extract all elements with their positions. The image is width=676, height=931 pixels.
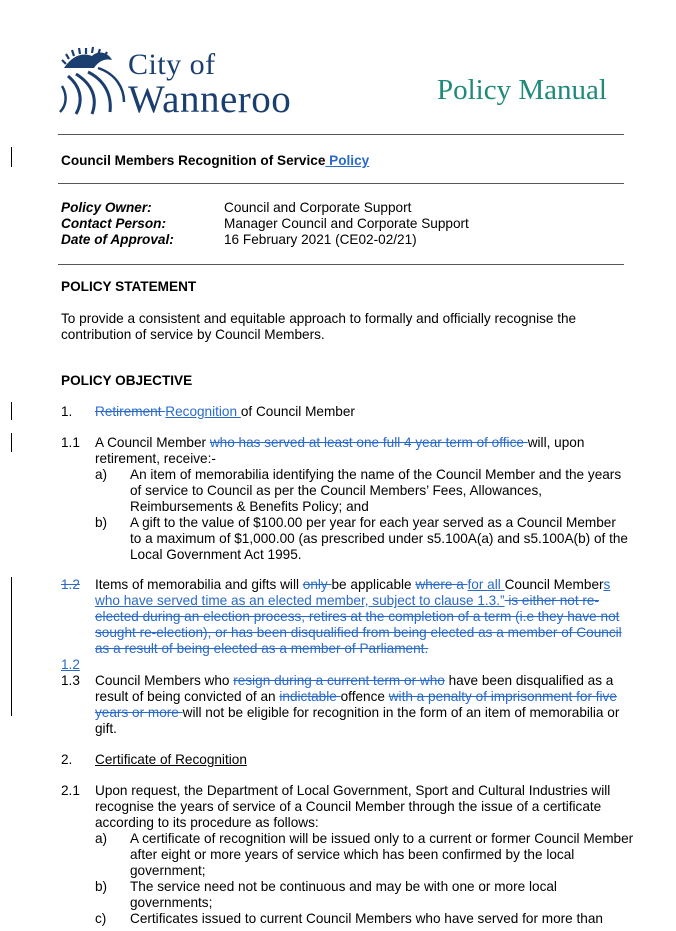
item-text: Local Government Act 1995. <box>130 547 302 562</box>
document-title <box>61 153 369 169</box>
deleted-text: only <box>302 577 332 592</box>
item-text: Reimbursements & Benefits Policy; and <box>130 499 369 514</box>
clause-text: will not be eligible for recognition in the form of an item of memorabilia or <box>182 705 620 720</box>
inserted-text: s <box>603 577 611 592</box>
clause-1-3-line <box>95 673 613 689</box>
clause-number: 2.1 <box>61 783 80 798</box>
item-label: a) <box>95 467 108 482</box>
deleted-text: elected during an election process, retires at the completion of a term (i.e they have not <box>95 609 620 624</box>
city-of-wanneroo-logo <box>58 46 318 121</box>
deleted-text: with a penalty of imprisonment for five <box>388 689 617 704</box>
inserted-text: for all <box>467 577 505 592</box>
item-text: The service need not be continuous and may be with one or more local <box>130 879 557 894</box>
deleted-text: indictable <box>279 689 341 704</box>
clause-1-2-line <box>95 593 599 609</box>
inserted-text: who have served time as an elected member, subject to clause 1.3.” <box>95 593 505 608</box>
clause-number: 1.3 <box>61 673 80 688</box>
inserted-clause-number: 1.2 <box>61 657 80 672</box>
deleted-text: where a <box>415 577 468 592</box>
clause-text: A Council Member <box>95 435 210 450</box>
objective-heading: POLICY OBJECTIVE <box>61 373 193 388</box>
clause-1-2-line <box>95 577 610 593</box>
clause-text: have been disqualified as a <box>444 673 614 688</box>
change-bar <box>11 433 12 452</box>
clause-text: Council Members who <box>95 673 234 688</box>
section-1-heading <box>95 404 355 420</box>
contact-label: Contact Person: <box>61 216 166 231</box>
statement-text: contribution of service by Council Members. <box>61 327 325 342</box>
item-text: after eight or more years of service which has been confirmed by the local <box>130 847 575 862</box>
clause-text: recognise the years of service of a Council Member through the issue of a certificate <box>95 799 602 814</box>
deleted-text: sought re-election), or has been disqualified from being elected as a member of Council <box>95 625 622 640</box>
item-text: government; <box>130 863 206 878</box>
deleted-text: Retirement <box>95 404 166 419</box>
item-text: governments; <box>130 895 213 910</box>
section-text: of Council Member <box>240 404 355 419</box>
clause-text: result of being convicted of an <box>95 689 280 704</box>
clause-text: offence <box>340 689 389 704</box>
owner-label: Policy Owner: <box>61 200 152 215</box>
deleted-text: years or more <box>95 705 183 720</box>
deleted-text: resign during a current term or who <box>233 673 445 688</box>
deleted-text: as a result of being elected as a member of Parliament. <box>95 641 429 656</box>
section-number: 2. <box>61 752 73 767</box>
deleted-text: who has served at least one full 4 year term of office <box>209 435 528 450</box>
item-text: A gift to the value of $100.00 per year for each year served as a Council Member <box>130 515 616 530</box>
clause-text: Items of memorabilia and gifts will <box>95 577 303 592</box>
divider <box>58 134 624 135</box>
date-label: Date of Approval: <box>61 232 174 247</box>
item-label: c) <box>95 911 107 926</box>
contact-value: Manager Council and Corporate Support <box>224 216 469 231</box>
inserted-text: Recognition <box>165 404 241 419</box>
logo-text-city-of: City of <box>128 48 216 81</box>
item-label: a) <box>95 831 108 846</box>
owner-value: Council and Corporate Support <box>224 200 412 215</box>
clause-text: gift. <box>95 721 117 736</box>
section-number: 1. <box>61 404 73 419</box>
clause-1-3-line <box>95 705 619 721</box>
clause-1-3-line <box>95 689 617 705</box>
clause-text: according to its procedure as follows: <box>95 815 319 830</box>
item-text: to a maximum of $1,000.00 (as prescribed under s5.100A(a) and s5.100A(b) of the <box>130 531 628 546</box>
clause-1-1-line <box>95 435 584 451</box>
banksia-flower-icon <box>58 46 126 116</box>
item-text: An item of memorabilia identifying the name of the Council Member and the years <box>130 467 622 482</box>
item-label: b) <box>95 879 108 894</box>
divider <box>58 183 624 184</box>
change-bar <box>11 577 12 716</box>
statement-heading: POLICY STATEMENT <box>61 279 197 294</box>
section-2-heading: Certificate of Recognition <box>95 752 247 767</box>
deleted-clause-number: 1.2 <box>61 577 80 592</box>
clause-text: be applicable <box>331 577 416 592</box>
clause-text: Upon request, the Department of Local Government, Sport and Cultural Industries will <box>95 783 611 798</box>
item-text: of service to Council as per the Council Members’ Fees, Allowances, <box>130 483 543 498</box>
item-text: Certificates issued to current Council Members who have served for more than <box>130 911 603 926</box>
date-value: 16 February 2021 (CE02-02/21) <box>224 232 417 247</box>
statement-text: To provide a consistent and equitable approach to formally and officially recognise the <box>61 311 577 326</box>
item-label: b) <box>95 515 108 530</box>
title-text: Council Members Recognition of Service <box>61 153 326 168</box>
clause-text: will, upon <box>527 435 585 450</box>
policy-manual-title: Policy Manual <box>437 74 607 106</box>
change-bar <box>11 402 12 420</box>
divider <box>58 264 624 265</box>
clause-text: retirement, receive:- <box>95 451 216 466</box>
clause-text: Council Member <box>504 577 604 592</box>
title-inserted-text: Policy <box>325 153 370 168</box>
change-bar <box>11 147 12 167</box>
item-text: A certificate of recognition will be issued only to a current or former Council Member <box>130 831 634 846</box>
logo-text-wanneroo: Wanneroo <box>128 78 292 121</box>
deleted-text: is either not re- <box>504 593 599 608</box>
clause-number: 1.1 <box>61 435 80 450</box>
